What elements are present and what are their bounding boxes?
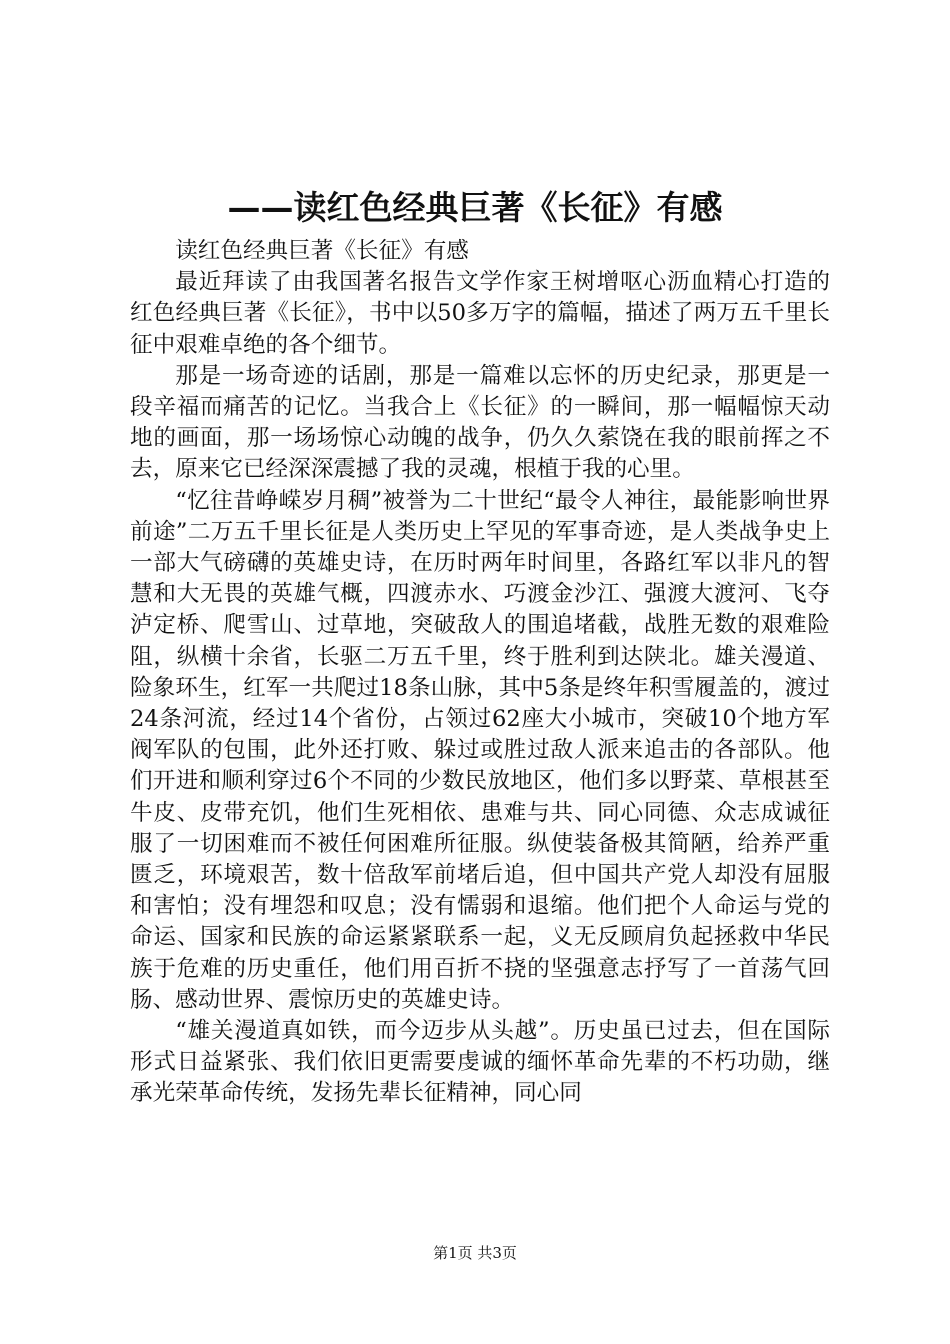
document-title: ——读红色经典巨著《长征》有感 xyxy=(227,188,723,227)
document-body xyxy=(130,236,830,1110)
paragraph-subtitle: 读红色经典巨著《长征》有感 xyxy=(175,238,469,264)
paragraph: “忆往昔峥嵘岁月稠”被誉为二十世纪“最令人神往，最能影响世界前途”二万五千里长征是人类历史上罕见的军事奇迹，是人类战争史上一部大气磅礴的英雄史诗，在历时两年时间里，各路红军以非凡的智慧和大无畏的英雄气概，四渡赤水、巧渡金沙江、强渡大渡河、飞夺泸定桥、爬雪山、过草地，突破敌人的围追堵截，战胜无数的艰难险阻，纵横十余省，长驱二万五千里，终于胜利到达陕北。雄关漫道、险象环生，红军一共爬过18条山脉，其中5条是终年积雪履盖的，渡过24条河流，经过14个省份，占领过62座大小城市，突破10个地方军阀军队的包围，此外还打败、躲过或胜过敌人派来追击的各部队。他们开进和顺利穿过6个不同的少数民放地区，他们多以野菜、草根甚至牛皮、皮带充饥，他们生死相依、患难与共、同心同德、众志成诚征服了一切困难而不被任何困难所征服。纵使装备极其简陋，给养严重匮乏，环境艰苦，数十倍敌军前堵后追，但中国共产党人却没有屈服和害怕；没有埋怨和叹息；没有懦弱和退缩。他们把个人命运与党的命运、国家和民族的命运紧紧联系一起，义无反顾肩负起拯救中华民族于危难的历史重任，他们用百折不挠的坚强意志抒写了一首荡气回肠、感动世界、震惊历史的英雄史诗。 xyxy=(130,487,830,1013)
paragraph: 那是一场奇迹的话剧，那是一篇难以忘怀的历史纪录，那更是一段辛福而痛苦的记忆。当我合上《长征》的一瞬间，那一幅幅惊天动地的画面，那一场场惊心动魄的战争，仍久久萦饶在我的眼前挥之不去，原来它已经深深震撼了我的灵魂，根植于我的心里。 xyxy=(130,362,830,483)
paragraph: “雄关漫道真如铁，而今迈步从头越”。历史虽已过去，但在国际形式日益紧张、我们依旧更需要虔诚的缅怀革命先辈的不朽功勋，继承光荣革命传统，发扬先辈长征精神，同心同 xyxy=(130,1018,830,1107)
page-footer: 第1页 共3页 xyxy=(433,1244,517,1262)
paragraph: 最近拜读了由我国著名报告文学作家王树增呕心沥血精心打造的红色经典巨著《长征》，书中以50多万字的篇幅，描述了两万五千里长征中艰难卓绝的各个细节。 xyxy=(130,269,830,358)
